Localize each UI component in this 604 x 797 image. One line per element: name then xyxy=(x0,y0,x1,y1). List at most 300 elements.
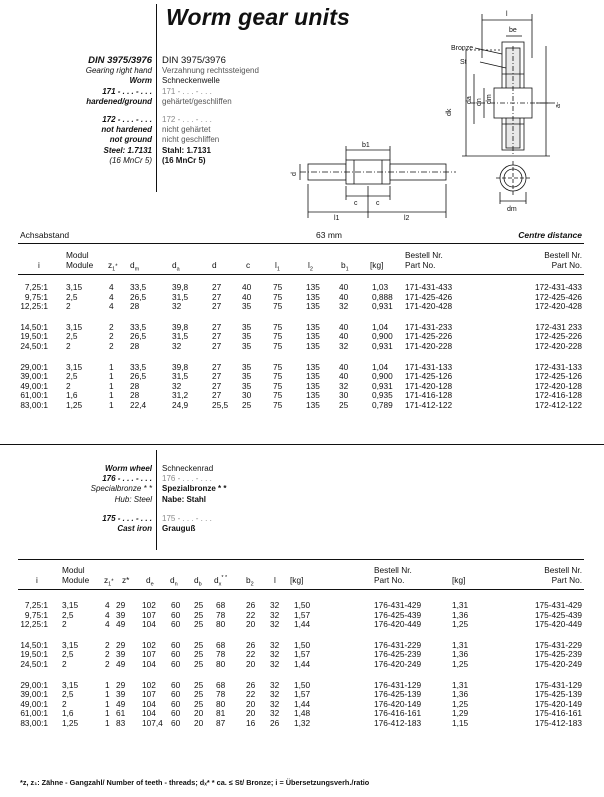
table-cell: 25 xyxy=(194,679,204,690)
table-cell: 1,6 xyxy=(62,708,74,719)
table-row xyxy=(18,381,584,391)
table-cell: 32 xyxy=(270,600,280,610)
table-cell: 2,5 xyxy=(66,291,78,302)
table-cell: 1,25 xyxy=(452,619,469,630)
table-row xyxy=(18,659,584,669)
table-cell: 2 xyxy=(109,321,114,332)
table-cell: 35 xyxy=(242,361,252,372)
table-cell: 171-431-433 xyxy=(405,282,453,292)
table-row xyxy=(18,619,584,629)
table-cell: 4 xyxy=(109,282,114,292)
table-cell: 19,50:1 xyxy=(20,649,48,660)
table-row xyxy=(18,600,584,610)
text-line: Cast iron xyxy=(117,524,152,534)
table-cell: 60 xyxy=(171,619,181,630)
table-cell: 32 xyxy=(172,341,182,351)
table-cell: 20 xyxy=(246,619,256,630)
table-row xyxy=(18,341,584,351)
table-cell: 1 xyxy=(109,371,114,382)
table-cell: 1,25 xyxy=(62,718,79,728)
text-line: DIN 3975/3976 xyxy=(162,55,226,66)
table-cell: 1 xyxy=(109,361,114,372)
table-cell: 22 xyxy=(246,609,256,620)
table-cell: 87 xyxy=(216,718,226,728)
table-cell: 25 xyxy=(339,400,349,410)
drawing-label-c2: c xyxy=(376,200,380,207)
table-cell: 68 xyxy=(216,639,226,650)
table-cell: 40 xyxy=(339,331,349,342)
table-cell: 176-412-183 xyxy=(374,718,422,728)
table-cell: 40 xyxy=(339,291,349,302)
table-cell: 31,5 xyxy=(172,331,189,342)
table-cell: 171-420-128 xyxy=(405,380,453,391)
table-cell: 27 xyxy=(212,291,222,302)
table-cell: 49,00:1 xyxy=(20,698,48,709)
table-cell: 75 xyxy=(273,282,283,292)
table-cell: 32 xyxy=(270,708,280,719)
drawing-label-a: a xyxy=(555,104,562,108)
table-cell: 39 xyxy=(116,649,126,660)
distance-value: 63 mm xyxy=(316,230,342,240)
table-cell: 1,44 xyxy=(294,698,311,709)
table-cell: 60 xyxy=(171,649,181,660)
table-cell: 1 xyxy=(109,390,114,401)
text-line: Grauguß xyxy=(162,524,196,534)
table-cell: 28 xyxy=(130,380,140,391)
table-cell: 1 xyxy=(109,380,114,391)
table-row xyxy=(18,400,584,410)
table-cell: 2,5 xyxy=(62,649,74,660)
table-cell: 25 xyxy=(194,698,204,709)
table-cell: 0,935 xyxy=(372,390,393,401)
table-row xyxy=(18,322,584,332)
text-line: nicht geschliffen xyxy=(162,135,220,145)
divider-vertical-top xyxy=(156,4,157,192)
technical-drawing xyxy=(270,6,590,220)
table-cell: 40 xyxy=(339,321,349,332)
table-cell: 35 xyxy=(242,341,252,351)
table-cell: 14,50:1 xyxy=(20,321,48,332)
table-cell: 1,36 xyxy=(452,609,469,620)
table-cell: 32 xyxy=(339,380,349,391)
table-cell: 3,15 xyxy=(66,282,83,292)
drawing-label-l: l xyxy=(506,11,508,18)
drawing-label-da: da xyxy=(466,96,473,104)
drawing-label-dm: dm xyxy=(486,94,493,104)
table-cell: 80 xyxy=(216,619,226,630)
divider-wheel-section xyxy=(0,444,604,445)
table-cell: 1,04 xyxy=(372,361,389,372)
table-cell: 2 xyxy=(105,639,110,650)
table-cell: 83 xyxy=(116,718,126,728)
table-cell: 171-431-133 xyxy=(405,361,453,372)
table-cell: 104 xyxy=(142,698,156,709)
table-cell: 39,8 xyxy=(172,361,189,372)
table-cell: 175-412-183 xyxy=(534,718,582,728)
text-line: nicht gehärtet xyxy=(162,125,211,135)
table-cell: 60 xyxy=(171,639,181,650)
table-cell: 39,00:1 xyxy=(20,371,48,382)
table-cell: 22 xyxy=(246,689,256,700)
table-cell: 24,50:1 xyxy=(20,659,48,669)
table-cell: 3,15 xyxy=(66,321,83,332)
table-cell: 27 xyxy=(212,371,222,382)
table-cell: 80 xyxy=(216,659,226,669)
table-cell: 49 xyxy=(116,698,126,709)
page-title: Worm gear units xyxy=(166,4,351,30)
table-cell: 104 xyxy=(142,708,156,719)
table-cell: 172-420-228 xyxy=(534,341,582,351)
table-row xyxy=(18,390,584,400)
table-cell: 20 xyxy=(194,718,204,728)
table-cell: 61,00:1 xyxy=(20,390,48,401)
table-cell: 176-425-139 xyxy=(374,689,422,700)
table-cell: 3,15 xyxy=(66,361,83,372)
table-cell: 172-431 233 xyxy=(535,321,582,332)
table-cell: 175-431-229 xyxy=(534,639,582,650)
table-cell: 1 xyxy=(105,679,110,690)
table-cell: 4 xyxy=(105,619,110,630)
divider-table2-top xyxy=(18,559,584,560)
table-cell: 172-412-122 xyxy=(534,400,582,410)
table-cell: 60 xyxy=(171,600,181,610)
table-cell: 176-431-129 xyxy=(374,679,422,690)
table-cell: 78 xyxy=(216,689,226,700)
table-cell: 2 xyxy=(105,649,110,660)
table-cell: 3,15 xyxy=(62,679,79,690)
text-line: Spezialbronze * * xyxy=(162,484,227,494)
table-cell: 0,888 xyxy=(372,291,393,302)
table-cell: 2 xyxy=(66,380,71,391)
table-cell: 1,25 xyxy=(452,698,469,709)
drawing-label-dn: dn xyxy=(476,98,483,106)
table-row xyxy=(18,301,584,311)
table-cell: 31,5 xyxy=(172,291,189,302)
text-line: Verzahnung rechtssteigend xyxy=(162,66,259,76)
table-cell: 78 xyxy=(216,649,226,660)
table-cell: 176-416-161 xyxy=(374,708,422,719)
table-row xyxy=(18,718,584,728)
table-row xyxy=(18,362,584,372)
table-cell: 12,25:1 xyxy=(20,301,48,312)
table-cell: 171-431-233 xyxy=(405,321,453,332)
table-cell: 39 xyxy=(116,689,126,700)
table-cell: 31,2 xyxy=(172,390,189,401)
table-cell: 27 xyxy=(212,390,222,401)
table-cell: 14,50:1 xyxy=(20,639,48,650)
table-cell: 9,75:1 xyxy=(24,609,48,620)
table-cell: 135 xyxy=(306,361,320,372)
divider-vertical-wheel xyxy=(156,450,157,550)
table-cell: 32 xyxy=(172,301,182,312)
table-row xyxy=(18,282,584,292)
table-cell: 172-420-428 xyxy=(534,301,582,312)
table-cell: 135 xyxy=(306,371,320,382)
table-cell: 27 xyxy=(212,321,222,332)
table-cell: 0,900 xyxy=(372,331,393,342)
table-cell: 1,50 xyxy=(294,679,311,690)
table-cell: 176-420-449 xyxy=(374,619,422,630)
table-cell: 171-425-126 xyxy=(405,371,453,382)
table-cell: 107 xyxy=(142,649,156,660)
table-cell: 29 xyxy=(116,639,126,650)
table-cell: 175-420-249 xyxy=(534,659,582,669)
table-cell: 26 xyxy=(246,639,256,650)
table-cell: 135 xyxy=(306,282,320,292)
table-cell: 28 xyxy=(130,341,140,351)
table-cell: 135 xyxy=(306,400,320,410)
table-cell: 29 xyxy=(116,600,126,610)
t1-header: Modul Module i $z_1*$ $d_m$ $d_a$ d c $l_1$ $l_2$ $b_1$ [kg] Bestell Nr. Part No. Bestell Nr. Part No. xyxy=(38,250,582,273)
table-cell: 176-431-229 xyxy=(374,639,422,650)
table-row xyxy=(18,371,584,381)
table-cell: 1,31 xyxy=(452,679,469,690)
table-cell: 1,15 xyxy=(452,718,469,728)
text-line: Worm wheel xyxy=(105,464,152,473)
table-cell: 25 xyxy=(194,609,204,620)
table-cell: 1 xyxy=(105,718,110,728)
table-cell: 172-431-433 xyxy=(534,282,582,292)
table-cell: 1,36 xyxy=(452,649,469,660)
table-cell: 171-412-122 xyxy=(405,400,453,410)
table-cell: 2 xyxy=(109,341,114,351)
drawing-label-l2: l2 xyxy=(404,215,410,220)
table-cell: 29 xyxy=(116,679,126,690)
table-cell: 104 xyxy=(142,659,156,669)
text-line: not hardened xyxy=(101,125,152,135)
table-cell: 1,57 xyxy=(294,609,311,620)
table-cell: 171-416-128 xyxy=(405,390,453,401)
table-cell: 26 xyxy=(246,600,256,610)
text-line: 175 - . . . - . . . xyxy=(102,513,152,523)
table-cell: 80 xyxy=(216,698,226,709)
table-cell: 60 xyxy=(171,659,181,669)
table-cell: 102 xyxy=(142,679,156,690)
text-line: Nabe: Stahl xyxy=(162,494,207,504)
table-cell: 175-425-239 xyxy=(534,649,582,660)
table-cell: 39,00:1 xyxy=(20,689,48,700)
table-cell: 1,44 xyxy=(294,619,311,630)
table-cell: 20 xyxy=(194,708,204,719)
table-cell: 1,44 xyxy=(294,659,311,669)
divider-table1-head xyxy=(18,274,584,275)
table-row xyxy=(18,292,584,302)
table-cell: 175-420-149 xyxy=(534,698,582,709)
table-cell: 35 xyxy=(242,371,252,382)
table-cell: 26 xyxy=(270,718,280,728)
table-row xyxy=(18,649,584,659)
drawing-label-be: be xyxy=(509,27,517,34)
table-cell: 2 xyxy=(66,301,71,312)
table-cell: 25 xyxy=(194,639,204,650)
table-cell: 1 xyxy=(105,698,110,709)
table-cell: 0,931 xyxy=(372,380,393,391)
table-cell: 25 xyxy=(194,619,204,630)
table-cell: 32 xyxy=(270,649,280,660)
drawing-label-d: d xyxy=(291,172,298,176)
table-cell: 135 xyxy=(306,390,320,401)
table-row xyxy=(18,689,584,699)
table-cell: 1,25 xyxy=(452,659,469,669)
worm-left-block xyxy=(10,56,152,166)
text-line: Stahl: 1.7131 xyxy=(162,145,211,155)
table-cell: 75 xyxy=(273,331,283,342)
table-cell: 9,75:1 xyxy=(24,291,48,302)
table-cell: 2,5 xyxy=(62,689,74,700)
table-cell: 1,03 xyxy=(372,282,389,292)
table-cell: 7,25:1 xyxy=(24,600,48,610)
table-cell: 20 xyxy=(246,708,256,719)
text-line: 175 - . . . - . . . xyxy=(162,513,212,523)
table-cell: 27 xyxy=(212,331,222,342)
table-cell: 33,5 xyxy=(130,282,147,292)
table-cell: 1 xyxy=(105,689,110,700)
table-cell: 0,931 xyxy=(372,341,393,351)
table-cell: 40 xyxy=(242,291,252,302)
text-line: 176 - . . . - . . . xyxy=(102,474,152,484)
table-cell: 20 xyxy=(246,698,256,709)
table-cell: 0,900 xyxy=(372,371,393,382)
table-cell: 2,5 xyxy=(66,331,78,342)
table-cell: 68 xyxy=(216,600,226,610)
table-cell: 1 xyxy=(105,708,110,719)
table-cell: 60 xyxy=(171,689,181,700)
table-cell: 31,5 xyxy=(172,371,189,382)
table-cell: 49 xyxy=(116,659,126,669)
table-cell: 75 xyxy=(273,361,283,372)
drawing-label-l1: l1 xyxy=(334,215,340,220)
text-line: hardened/ground xyxy=(86,96,152,106)
table-cell: 25 xyxy=(242,400,252,410)
table-cell: 171-420-428 xyxy=(405,301,453,312)
table-cell: 35 xyxy=(242,380,252,391)
table-cell: 1,31 xyxy=(452,639,469,650)
divider-table2-head xyxy=(18,589,584,590)
table-row xyxy=(18,331,584,341)
table-cell: 172-425-426 xyxy=(534,291,582,302)
table-cell: 27 xyxy=(212,361,222,372)
table-cell: 29,00:1 xyxy=(20,361,48,372)
table-cell: 172-425-226 xyxy=(534,331,582,342)
text-line: Specialbronze * * xyxy=(90,484,152,494)
table-cell: 1,29 xyxy=(452,708,469,719)
text-line: Worm xyxy=(129,76,152,86)
table-cell: 24,50:1 xyxy=(20,341,48,351)
table-cell: 26,5 xyxy=(130,291,147,302)
text-line: Hub: Steel xyxy=(114,494,152,504)
table-cell: 102 xyxy=(142,600,156,610)
table-cell: 1,36 xyxy=(452,689,469,700)
table-cell: 40 xyxy=(339,361,349,372)
table-cell: 171-425-426 xyxy=(405,291,453,302)
table-cell: 2 xyxy=(109,331,114,342)
table-cell: 33,5 xyxy=(130,361,147,372)
table-cell: 75 xyxy=(273,291,283,302)
table-cell: 16 xyxy=(246,718,256,728)
table-cell: 30 xyxy=(242,390,252,401)
table-cell: 2 xyxy=(62,698,67,709)
table-cell: 35 xyxy=(242,331,252,342)
table-cell: 171-425-226 xyxy=(405,331,453,342)
table-cell: 1,31 xyxy=(452,600,469,610)
table-cell: 32 xyxy=(270,689,280,700)
drawing-label-c1: c xyxy=(354,200,358,207)
table-cell: 1,57 xyxy=(294,689,311,700)
table-cell: 172-416-128 xyxy=(534,390,582,401)
table-cell: 83,00:1 xyxy=(20,400,48,410)
text-line: not ground xyxy=(109,135,152,145)
text-line: Schneckenrad xyxy=(162,464,214,473)
table-cell: 25 xyxy=(194,600,204,610)
table-cell: 49 xyxy=(116,619,126,630)
table-cell: 22,4 xyxy=(130,400,147,410)
table-cell: 32 xyxy=(270,609,280,620)
table-cell: 61 xyxy=(116,708,126,719)
table-cell: 28 xyxy=(130,301,140,312)
table-cell: 175-420-449 xyxy=(534,619,582,630)
table-cell: 27 xyxy=(212,380,222,391)
table-cell: 107 xyxy=(142,689,156,700)
table-cell: 32 xyxy=(270,639,280,650)
table-cell: 24,9 xyxy=(172,400,189,410)
t2-header: Modul Module i $z_1*$ z* $d_e$ $d_n$ $d_b$ $d_x^{* *}$ $b_2$ l [kg] Bestell Nr. Part No. [kg] Bestell Nr. Part No. xyxy=(36,565,582,588)
table-cell: 29,00:1 xyxy=(20,679,48,690)
table-cell: 4 xyxy=(105,609,110,620)
table-cell: 35 xyxy=(242,301,252,312)
drawing-label-bronze: Bronze xyxy=(451,45,474,52)
table-cell: 78 xyxy=(216,609,226,620)
table-cell: 107,4 xyxy=(142,718,163,728)
table-cell: 40 xyxy=(339,371,349,382)
table-cell: 135 xyxy=(306,380,320,391)
distance-left: Achsabstand xyxy=(20,230,70,240)
table-cell: 1,32 xyxy=(294,718,311,728)
table-cell: 0,789 xyxy=(372,400,393,410)
table-cell: 75 xyxy=(273,341,283,351)
table-cell: 171-420-228 xyxy=(405,341,453,351)
table-cell: 61,00:1 xyxy=(20,708,48,719)
table-cell: 0,931 xyxy=(372,301,393,312)
table-cell: 135 xyxy=(306,301,320,312)
table-row xyxy=(18,699,584,709)
table-cell: 19,50:1 xyxy=(20,331,48,342)
table-cell: 1,50 xyxy=(294,600,311,610)
table-cell: 3,15 xyxy=(62,600,79,610)
table-cell: 4 xyxy=(109,291,114,302)
drawing-label-st: St xyxy=(460,59,467,66)
text-line: DIN 3975/3976 xyxy=(88,55,152,66)
table-cell: 75 xyxy=(273,380,283,391)
table-cell: 40 xyxy=(339,282,349,292)
table-cell: 22 xyxy=(246,649,256,660)
table-cell: 35 xyxy=(242,321,252,332)
text-line: 171 - . . . - . . . xyxy=(162,86,212,96)
table-cell: 75 xyxy=(273,301,283,312)
table-cell: 4 xyxy=(109,301,114,312)
table-cell: 1,6 xyxy=(66,390,78,401)
text-line: 172 - . . . - . . . xyxy=(102,115,152,125)
table-cell: 75 xyxy=(273,371,283,382)
table-cell: 83,00:1 xyxy=(20,718,48,728)
table-cell: 32 xyxy=(270,679,280,690)
table-cell: 32 xyxy=(172,380,182,391)
table-cell: 1,04 xyxy=(372,321,389,332)
table-cell: 172-425-126 xyxy=(534,371,582,382)
table-cell: 25 xyxy=(194,659,204,669)
table-cell: 12,25:1 xyxy=(20,619,48,630)
table-row xyxy=(18,708,584,718)
table-row xyxy=(18,640,584,650)
